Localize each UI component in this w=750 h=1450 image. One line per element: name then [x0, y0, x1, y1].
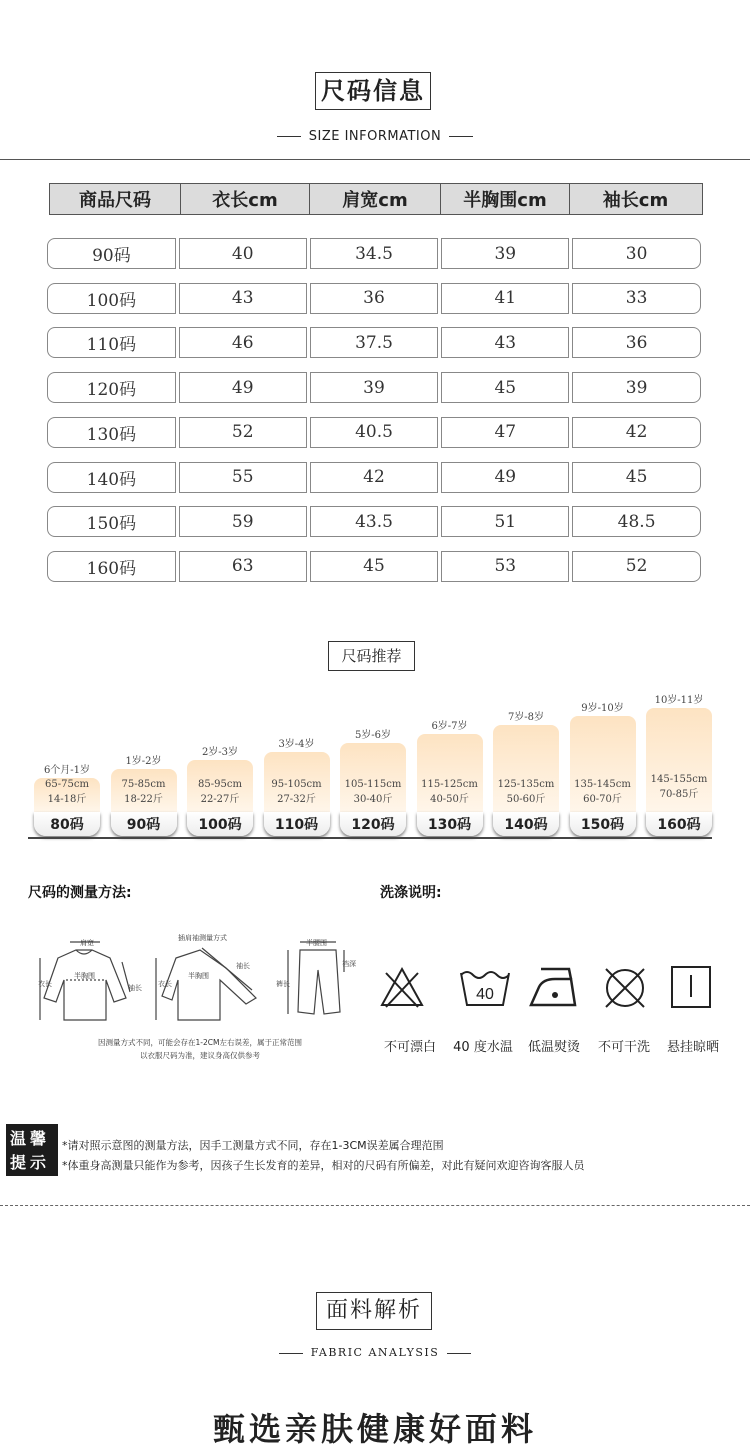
cell-size: 110码: [47, 327, 176, 358]
cell-size: 150码: [47, 506, 176, 537]
header-cell-sleeve: 袖长cm: [602, 190, 669, 211]
recommend-weight: 30-40斤: [353, 794, 393, 805]
cell-shoulder: 36: [310, 283, 439, 314]
cell-sleeve: 52: [572, 551, 701, 582]
recommend-age: 6个月-1岁: [43, 765, 91, 776]
cell-chest: 47: [441, 417, 569, 448]
washing-title: 洗涤说明:: [380, 885, 442, 901]
recommend-info: [187, 777, 253, 807]
cell-shoulder: 40.5: [310, 417, 439, 448]
care-label-hang-dry: 悬挂晾晒: [666, 1040, 719, 1055]
recommend-weight: 14-18斤: [47, 794, 87, 805]
size-info-subtitle-text: SIZE INFORMATION: [308, 129, 442, 144]
tips-badge-line1: 温馨: [10, 1129, 51, 1148]
tip-line-2: *体重身高测量只能作为参考，因孩子生长发育的差异，相对的尺码有所偏差，对此有疑问欢迎咨询客服人员: [62, 1159, 585, 1172]
recommend-age: 5岁-6岁: [354, 729, 392, 741]
recommend-info: [493, 777, 559, 807]
recommend-age: 1岁-2岁: [125, 756, 162, 768]
size-info-subtitle: [0, 129, 750, 144]
cell-chest: 45: [441, 372, 569, 403]
divider-dash: [449, 136, 473, 137]
header-cell-size: 商品尺码: [50, 184, 181, 214]
cell-length: 49: [179, 372, 307, 403]
header-cell-length: 衣长cm: [181, 184, 310, 214]
cell-chest: 51: [441, 506, 569, 537]
recommend-weight: 40-50斤: [430, 794, 469, 805]
recommend-size-label: 110码: [264, 812, 330, 836]
cell-sleeve: 36: [572, 327, 701, 358]
no-dry-clean-icon: [602, 965, 648, 1011]
recommend-height: 115-125cm: [421, 779, 478, 790]
raglan-sleeve-label: 袖长: [236, 963, 250, 970]
recommend-age: 7岁-8岁: [507, 712, 545, 724]
tips-badge-line2: 提示: [10, 1153, 51, 1172]
cell-shoulder: 42: [310, 462, 439, 493]
recommend-height: 125-135cm: [497, 779, 555, 790]
cell-sleeve: 33: [572, 283, 701, 314]
table-row: [47, 372, 701, 403]
measurement-diagram: [30, 928, 370, 1028]
recommend-info: [34, 777, 100, 807]
cell-shoulder: 37.5: [310, 327, 439, 358]
fabric-title: 面料解析: [325, 1298, 422, 1323]
cell-size: 90码: [47, 238, 176, 269]
care-label-no-dry-clean: 不可干洗: [597, 1040, 650, 1055]
cell-chest: 43: [441, 327, 569, 358]
recommend-info: [111, 777, 177, 807]
divider-dash: [279, 1353, 303, 1354]
fabric-subtitle: [0, 1346, 750, 1359]
divider-dash: [277, 136, 301, 137]
cell-sleeve: 48.5: [572, 506, 701, 537]
table-row: [47, 417, 701, 448]
cell-shoulder: 43.5: [310, 506, 439, 537]
recommend-size-label: 150码: [570, 812, 636, 836]
wash-40-icon: [459, 965, 511, 1009]
size-info-title: 尺码信息: [321, 77, 425, 105]
fabric-title-box: [316, 1292, 432, 1330]
size-info-title-box: [315, 72, 431, 110]
recommend-weight: 27-32斤: [277, 794, 316, 805]
table-row: [47, 327, 701, 358]
cell-chest: 49: [441, 462, 569, 493]
raglan-label: 插肩袖测量方式: [178, 935, 227, 942]
recommend-age: 9岁-10岁: [581, 703, 624, 715]
no-bleach-icon: [380, 965, 424, 1009]
recommend-size-label: 140码: [493, 812, 559, 836]
cell-length: 63: [179, 551, 307, 582]
recommend-weight: 50-60斤: [506, 794, 546, 805]
sweater-drawing: [40, 942, 130, 1020]
hang-dry-icon: [670, 965, 712, 1009]
recommend-title-box: [328, 641, 415, 671]
cell-sleeve: 45: [572, 462, 701, 493]
cell-length: 43: [179, 283, 307, 314]
measure-title: 尺码的测量方法:: [28, 885, 132, 901]
recommend-weight: 70-85斤: [659, 789, 699, 800]
table-row: [47, 238, 701, 269]
cell-length: 59: [179, 506, 307, 537]
table-row: [47, 283, 701, 314]
raglan-length-label: 衣长: [158, 981, 172, 988]
cell-size: 140码: [47, 462, 176, 493]
recommend-baseline: [28, 837, 712, 839]
header-cell-shoulder: 肩宽cm: [310, 184, 441, 214]
recommend-size-label: 160码: [646, 812, 712, 836]
cell-chest: 53: [441, 551, 569, 582]
cell-sleeve: 39: [572, 372, 701, 403]
recommend-size-label: 100码: [187, 812, 253, 836]
cell-length: 52: [179, 417, 307, 448]
cell-length: 55: [179, 462, 307, 493]
size-table-header: [49, 183, 703, 215]
cell-length: 40: [179, 238, 307, 269]
recommend-height: 95-105cm: [271, 779, 322, 790]
recommend-size-label: 120码: [340, 812, 406, 836]
shoulder-label: 肩宽: [80, 940, 94, 947]
recommend-size-label: 90码: [111, 812, 177, 836]
cell-chest: 41: [441, 283, 569, 314]
care-label-wash-40: 40 度水温: [453, 1040, 513, 1055]
recommend-info: [340, 777, 406, 807]
half-waist-label: 半腰围: [306, 940, 327, 947]
cell-length: 46: [179, 327, 307, 358]
header-cell-chest: 半胸围cm: [441, 184, 570, 214]
cell-chest: 39: [441, 238, 569, 269]
recommend-info: [570, 777, 636, 807]
fabric-headline: 甄选亲肤健康好面料: [212, 1410, 537, 1448]
pants-drawing: [288, 942, 344, 1014]
cell-size: 160码: [47, 551, 176, 582]
cell-shoulder: 39: [310, 372, 439, 403]
measure-note-1: 因测量方式不同，可能会存在1-2CM左右误差，属于正常范围: [98, 1038, 302, 1047]
dashed-divider: [0, 1205, 750, 1206]
table-row: [47, 551, 701, 582]
length-label: 衣长: [38, 981, 52, 988]
recommend-title: 尺码推荐: [341, 647, 402, 665]
recommend-weight: 60-70斤: [583, 794, 622, 805]
cell-shoulder: 45: [310, 551, 439, 582]
recommend-size-label: 80码: [34, 812, 100, 836]
cell-shoulder: 34.5: [310, 238, 439, 269]
recommend-age: 2岁-3岁: [201, 747, 239, 759]
recommend-info: [646, 772, 712, 802]
recommend-age: 3岁-4岁: [278, 738, 315, 750]
recommend-age: 6岁-7岁: [431, 721, 468, 732]
divider-dash: [447, 1353, 471, 1354]
recommend-height: 85-95cm: [198, 779, 242, 790]
sleeve-label: 袖长: [128, 985, 142, 992]
fabric-subtitle-text: FABRIC ANALYSIS: [310, 1346, 440, 1359]
recommend-info: [417, 777, 483, 807]
section-divider: [0, 159, 750, 160]
table-row: [47, 506, 701, 537]
low-iron-icon: [527, 965, 579, 1009]
recommend-height: 145-155cm: [650, 774, 708, 785]
tips-badge: [6, 1124, 58, 1176]
measure-note-2: 以衣服尺码为准，建议身高仅供参考: [140, 1051, 260, 1060]
care-label-low-iron: 低温熨烫: [527, 1040, 580, 1055]
pants-length-label: 裤长: [276, 981, 290, 988]
recommend-height: 135-145cm: [574, 779, 631, 790]
cell-size: 100码: [47, 283, 176, 314]
half-chest-label: 半胸围: [74, 973, 95, 980]
raglan-chest-label: 半胸围: [188, 973, 209, 980]
recommend-height: 105-115cm: [344, 779, 402, 790]
recommend-age: 10岁-11岁: [654, 694, 704, 706]
cell-size: 130码: [47, 417, 176, 448]
cell-size: 120码: [47, 372, 176, 403]
tip-line-1: *请对照示意图的测量方法，因手工测量方式不同，存在1-3CM误差属合理范围: [62, 1139, 444, 1152]
cell-sleeve: 42: [572, 417, 701, 448]
recommend-height: 65-75cm: [45, 779, 89, 790]
cell-sleeve: 30: [572, 238, 701, 269]
table-row: [47, 462, 701, 493]
recommend-weight: 18-22斤: [124, 794, 163, 805]
wash-temp-text: 40: [476, 986, 494, 1003]
recommend-info: [264, 777, 330, 807]
recommend-height: 75-85cm: [121, 779, 166, 790]
care-label-no-bleach: 不可漂白: [383, 1040, 436, 1055]
recommend-weight: 22-27斤: [200, 794, 240, 805]
crotch-label: 裆深: [342, 961, 356, 968]
recommend-size-label: 130码: [417, 812, 483, 836]
